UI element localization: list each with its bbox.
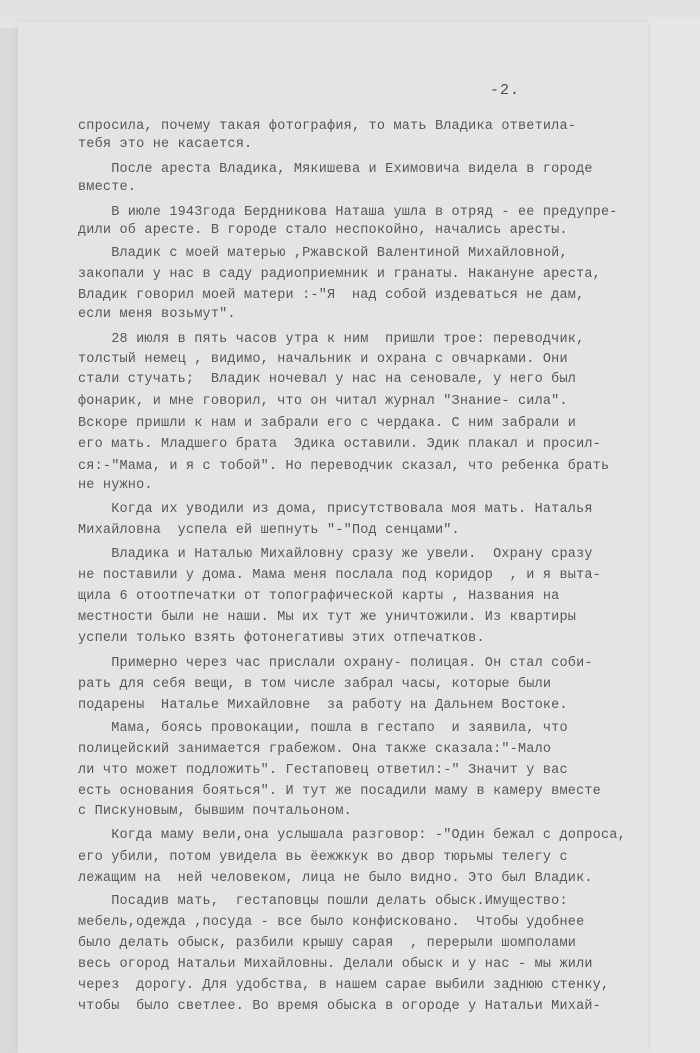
text-line: через дорогу. Для удобства, в нашем сарае выбили заднюю стенку, — [78, 978, 610, 993]
text-line: ли что может подложить". Гестаповец ответил:-" Значит у вас — [78, 763, 568, 778]
text-line: его мать. Младшего брата Эдика оставили. Эдик плакал и просил- — [78, 437, 601, 452]
text-line: толстый немец , видимо, начальник и охрана с овчарками. Они — [78, 352, 568, 367]
text-line: есть основания бояться". И тут же посадили маму в камеру вместе — [78, 784, 601, 799]
text-line: весь огород Натальи Михайловны. Делали обыск и у нас - мы жили — [78, 957, 593, 972]
text-line: Владика и Наталью Михайловну сразу же увели. Охрану сразу — [78, 547, 593, 562]
text-line: щила 6 отоотпечатки от топографической карты , Названия на — [78, 589, 560, 604]
text-line: Вскоре пришли к нам и забрали его с чердака. С ним забрали и — [78, 416, 577, 431]
text-line: Михайловна успела ей шепнуть "-"Под сенцами". — [78, 523, 460, 538]
text-line: мебель,одежда ,посуда - все было конфисковано. Чтобы удобнее — [78, 915, 585, 930]
text-line: рать для себя вещи, в том числе забрал часы, которые были — [78, 677, 552, 692]
text-line: тебя это не касается. — [78, 137, 253, 152]
text-line: После ареста Владика, Мякишева и Ехимовича видела в городе — [78, 162, 593, 177]
text-line: закопали у нас в саду радиоприемник и гранаты. Накануне ареста, — [78, 267, 601, 282]
text-line: ся:-"Мама, и я с тобой". Но переводчик сказал, что ребенка брать — [78, 459, 610, 474]
text-line: было делать обыск, разбили крышу сарая , перерыли шомполами — [78, 936, 577, 951]
page-right-edge — [645, 20, 700, 1053]
text-line: с Пискуновым, бывшим почтальоном. — [78, 804, 352, 819]
text-line: дили об аресте. В городе стало неспокойно, начались аресты. — [78, 223, 568, 238]
text-line: вместе. — [78, 180, 137, 195]
text-line: Посадив мать, гестаповцы пошли делать обыск.Имущество: — [78, 894, 568, 909]
text-line: Примерно через час прислали охрану- полицая. Он стал соби- — [78, 656, 593, 671]
text-line: чтобы было светлее. Во время обыска в огороде у Натальи Михай- — [78, 999, 601, 1014]
text-line: стали стучать; Владик ночевал у нас на сеновале, у него был — [78, 372, 577, 387]
text-line: местности были не наши. Мы их тут же уничтожили. Из квартиры — [78, 610, 577, 625]
text-line: лежащим на ней человеком, лица не было видно. Это был Владик. — [78, 871, 593, 886]
text-line: 28 июля в пять часов утра к ним пришли трое: переводчик, — [78, 332, 585, 347]
text-line: его убили, потом увидела вь ёежжкук во двор тюрьмы телегу с — [78, 850, 568, 865]
text-line: Владик с моей матерью ,Ржавской Валентиной Михайловной, — [78, 246, 568, 261]
text-line: фонарик, и мне говорил, что он читал журнал "Знание- сила". — [78, 394, 568, 409]
text-line: не нужно. — [78, 478, 153, 493]
text-line: спросила, почему такая фотография, то мать Владика ответила- — [78, 119, 577, 134]
page-number: -2. — [490, 82, 521, 99]
text-line: полицейский занимается грабежом. Она также сказала:"-Мало — [78, 742, 552, 757]
text-line: Когда маму вели,она услышала разговор: -"Один бежал с допроса, — [78, 828, 626, 843]
text-line: подарены Наталье Михайловне за работу на Дальнем Востоке. — [78, 698, 568, 713]
text-line: успели только взять фотонегативы этих отпечатков. — [78, 631, 485, 646]
text-line: Владик говорил моей матери :-"Я над собой издеваться не дам, — [78, 288, 585, 303]
text-line: если меня возьмут". — [78, 307, 236, 322]
text-line: не поставили у дома. Мама меня послала под коридор , и я выта- — [78, 568, 601, 583]
text-line: В июле 1943года Бердникова Наташа ушла в отряд - ее предупре- — [78, 205, 618, 220]
text-line: Когда их уводили из дома, присутствовала моя мать. Наталья — [78, 502, 593, 517]
text-line: Мама, боясь провокации, пошла в гестапо и заявила, что — [78, 721, 568, 736]
